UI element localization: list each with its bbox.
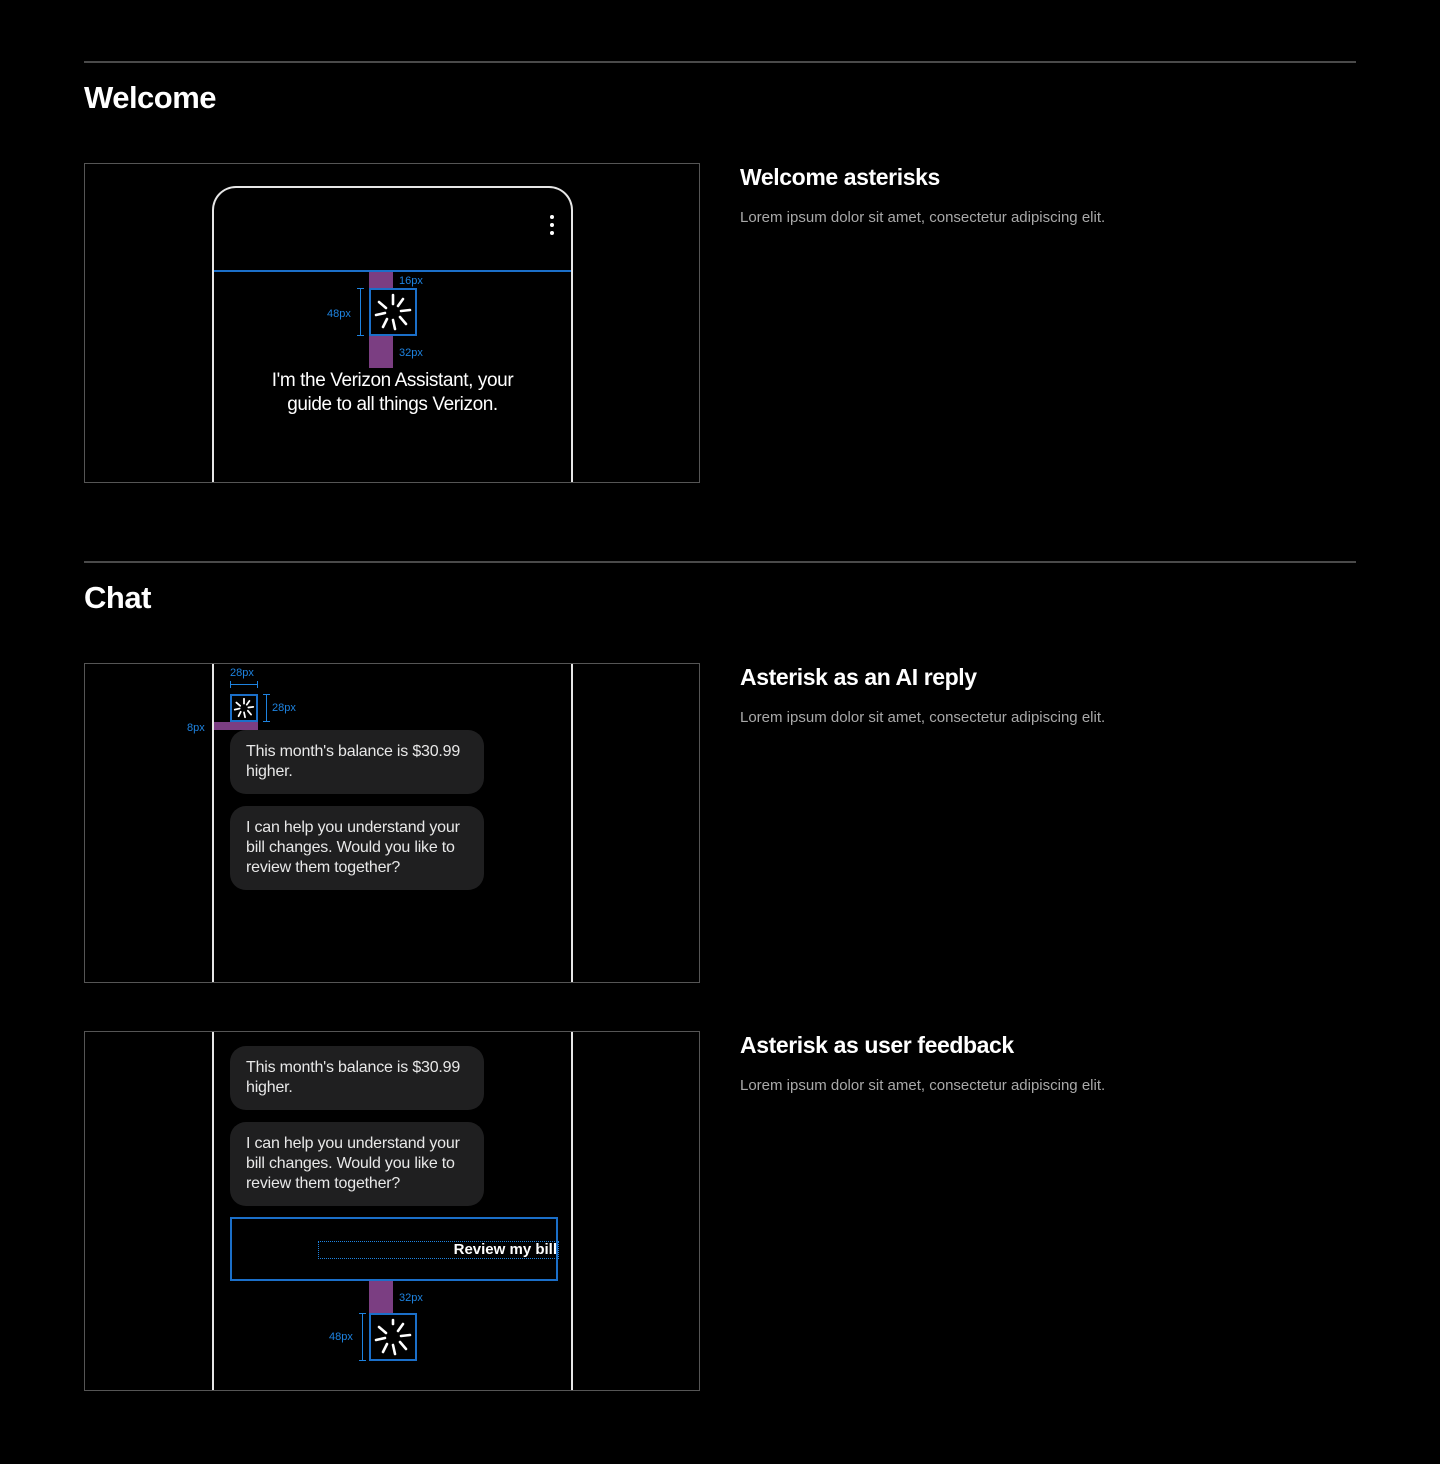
asterisk-icon — [232, 696, 256, 720]
section-title-welcome: Welcome — [84, 80, 217, 115]
asterisk-bounds — [369, 288, 417, 336]
section-title-chat: Chat — [84, 580, 151, 615]
welcome-asterisks-title: Welcome asterisks — [740, 164, 940, 190]
section-divider — [84, 561, 1356, 563]
welcome-message-line1: I'm the Verizon Assistant, your — [271, 370, 514, 391]
ai-reply-example-frame — [84, 663, 700, 983]
spacing-bottom-fill — [369, 336, 393, 368]
measure-label-bottom: 32px — [399, 347, 423, 359]
measure-label-gap: 8px — [187, 722, 205, 734]
ai-reply-title: Asterisk as an AI reply — [740, 664, 977, 690]
user-feedback-description: Lorem ipsum dolor sit amet, consectetur adipiscing elit. — [740, 1077, 1106, 1094]
measure-label-width: 28px — [230, 667, 254, 679]
user-feedback-example-frame — [84, 1031, 700, 1391]
measure-label-gap: 32px — [399, 1292, 423, 1304]
user-reply-bounds — [230, 1217, 558, 1281]
chat-bubble-balance: This month's balance is $30.99 higher. — [230, 1046, 484, 1110]
spacing-gap-fill — [214, 722, 258, 730]
measure-label-height: 48px — [327, 308, 351, 320]
phone-mock — [212, 186, 573, 483]
chat-bubble-help: I can help you understand your bill changes. Would you like to review them together? — [230, 806, 484, 890]
kebab-menu-icon[interactable] — [549, 215, 555, 237]
ai-reply-description: Lorem ipsum dolor sit amet, consectetur adipiscing elit. — [740, 709, 1106, 726]
welcome-asterisks-description: Lorem ipsum dolor sit amet, consectetur adipiscing elit. — [740, 209, 1106, 226]
measure-label-height: 28px — [272, 702, 296, 714]
phone-mock — [212, 663, 573, 983]
measure-bracket-width — [230, 684, 258, 692]
measure-label-height: 48px — [329, 1331, 353, 1343]
phone-mock — [212, 1031, 573, 1391]
measure-label-top: 16px — [399, 275, 423, 287]
spacing-gap-fill — [369, 1281, 393, 1313]
asterisk-bounds — [369, 1313, 417, 1361]
asterisk-icon — [371, 1315, 415, 1359]
measure-bracket-height — [360, 288, 368, 336]
section-divider — [84, 61, 1356, 63]
chat-bubble-balance: This month's balance is $30.99 higher. — [230, 730, 484, 794]
spacing-top-fill — [369, 272, 393, 288]
chat-bubble-help: I can help you understand your bill changes. Would you like to review them together? — [230, 1122, 484, 1206]
welcome-example-frame — [84, 163, 700, 483]
user-feedback-title: Asterisk as user feedback — [740, 1032, 1014, 1058]
welcome-message-line2: guide to all things Verizon. — [287, 394, 498, 415]
user-reply-review-bill[interactable]: Review my bill — [453, 1241, 557, 1258]
asterisk-icon — [371, 290, 415, 334]
asterisk-bounds — [230, 694, 258, 722]
welcome-message — [214, 369, 571, 417]
